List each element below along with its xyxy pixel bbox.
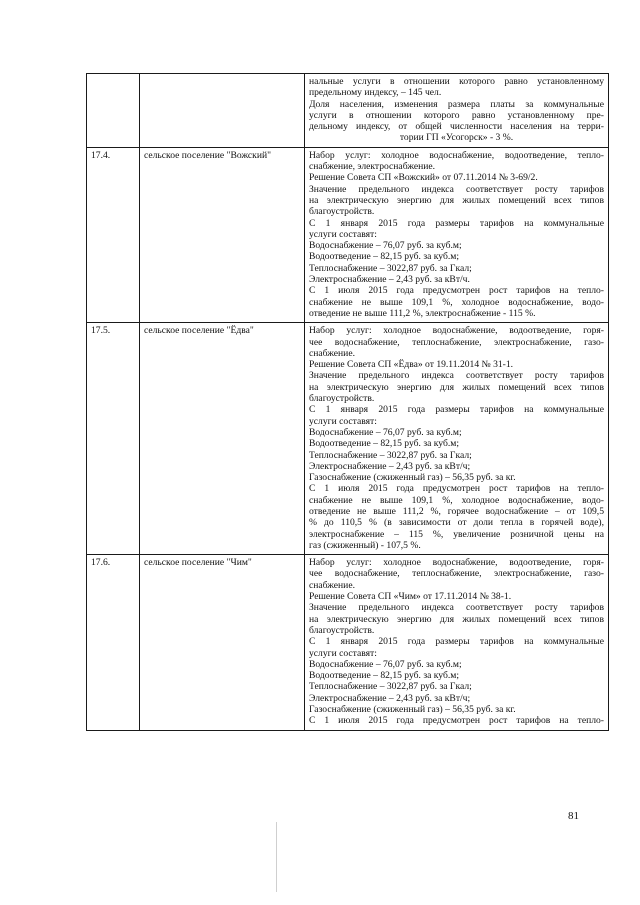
description-line: на электрическую энергию для жилых помещений всех типов [309,613,604,625]
description-line: снабжение. [309,579,355,591]
table-row [87,147,609,322]
settlement-name-cell: сельское поселение "Чим" [140,555,305,730]
description-line: Значение предельного индекса соответствует росту тарифов [309,602,604,614]
description-line: услуги в отношении которого равно установленному пре- [309,109,604,121]
description-line: предельному индексу, – 145 чел. [309,87,442,99]
table-row [87,555,609,730]
row-number-cell: 17.5. [87,323,140,555]
description-line: электроснабжение – 115 %, увеличение розничной цены на [309,528,604,540]
description-line: Значение предельного индекса соответствует росту тарифов [309,183,604,195]
description-line: отведение не выше 111,2 %, горячее водоснабжение – от 109,5 [309,505,604,517]
description-line: Водоснабжение – 76,07 руб. за куб.м; [309,426,462,438]
description-line: Водоснабжение – 76,07 руб. за куб.м; [309,240,462,252]
description-line: снабжение. [309,347,355,359]
description-line: С 1 января 2015 года размеры тарифов на коммунальные [309,636,604,648]
description-line: Доля населения, изменения размера платы за коммунальные [309,98,604,110]
description-line: услуги составят: [309,415,377,427]
scan-artifact-line [276,822,277,892]
description-line: Решение Совета СП «Вожский» от 07.11.2014 № 3-69/2. [309,172,538,184]
description-line: Набор услуг: холодное водоснабжение, водоотведение, горя- [309,325,604,337]
description-line: С 1 июля 2015 года предусмотрен рост тарифов на тепло- [309,715,604,727]
description-cell [305,555,609,730]
description-line: снабжение не выше 109,1 %, холодное водоснабжение, водо- [309,296,604,308]
description-line: Электроснабжение – 2,43 руб. за кВт/ч; [309,460,471,472]
description-line: газ (сжиженный) - 107,5 %. [309,539,421,551]
settlement-name-cell [140,74,305,148]
description-line: С 1 июля 2015 года предусмотрен рост тарифов на тепло- [309,483,604,495]
description-line: % до 110,5 % (в зависимости от доли тепла в горячей воде), [309,517,604,529]
description-line: дельному индексу, от общей численности населения на терри- [309,121,604,133]
description-line: Решение Совета СП «Чим» от 17.11.2014 № 38-1. [309,591,512,603]
description-line: благоустройств. [309,624,375,636]
description-line: услуги составят: [309,228,377,240]
description-line: снабжение, электроснабжение. [309,161,436,173]
description-line: Набор услуг: холодное водоснабжение, водоотведение, горя- [309,557,604,569]
description-line: Водоотведение – 82,15 руб. за куб.м; [309,670,459,682]
table-row [87,74,609,148]
description-line: тории ГП «Усогорск» - 3 %. [399,132,514,144]
description-cell [305,147,609,322]
description-line: Теплоснабжение – 3022,87 руб. за Гкал; [309,449,472,461]
settlement-name-cell: сельское поселение "Ёдва" [140,323,305,555]
description-line: С 1 июля 2015 года предусмотрен рост тарифов на тепло- [309,285,604,297]
description-line: снабжение не выше 109,1 %, холодное водоснабжение, водо- [309,494,604,506]
description-line: благоустройств. [309,206,375,218]
description-line: Водоотведение – 82,15 руб. за куб.м; [309,251,459,263]
tariff-table [86,73,609,731]
description-line: чее водоснабжение, теплоснабжение, электроснабжение, газо- [309,568,604,580]
row-number-cell [87,74,140,148]
description-line: Электроснабжение – 2,43 руб. за кВт/ч. [309,274,470,286]
page-number: 81 [568,810,579,822]
description-line: Теплоснабжение – 3022,87 руб. за Гкал; [309,681,472,693]
description-line: Значение предельного индекса соответствует росту тарифов [309,370,604,382]
table-row [87,323,609,555]
description-line: услуги составят: [309,647,377,659]
description-line: Водоснабжение – 76,07 руб. за куб.м; [309,658,462,670]
description-cell [305,74,609,148]
description-line: на электрическую энергию для жилых помещений всех типов [309,381,604,393]
description-line: отведение не выше 111,2 %, электроснабжение - 115 %. [309,307,536,319]
description-line: Газоснабжение (сжиженный газ) – 56,35 руб. за кг. [309,472,516,484]
settlement-name-cell: сельское поселение "Вожский" [140,147,305,322]
description-line: благоустройств. [309,393,375,405]
description-line: С 1 января 2015 года размеры тарифов на коммунальные [309,217,604,229]
row-number-cell: 17.6. [87,555,140,730]
description-line: Водоотведение – 82,15 руб. за куб.м; [309,438,459,450]
description-line: Теплоснабжение – 3022,87 руб. за Гкал; [309,262,472,274]
description-cell [305,323,609,555]
description-line: чее водоснабжение, теплоснабжение, электроснабжение, газо- [309,336,604,348]
description-line: Газоснабжение (сжиженный газ) – 56,35 руб. за кг. [309,704,516,716]
row-number-cell: 17.4. [87,147,140,322]
description-line: Электроснабжение – 2,43 руб. за кВт/ч; [309,692,471,704]
description-line: нальные услуги в отношении которого равно установленному [309,76,604,87]
description-line: Решение Совета СП «Ёдва» от 19.11.2014 № 31-1. [309,359,514,371]
description-line: С 1 января 2015 года размеры тарифов на коммунальные [309,404,604,416]
description-line: на электрическую энергию для жилых помещений всех типов [309,194,604,206]
description-line: Набор услуг: холодное водоснабжение, водоотведение, тепло- [309,149,604,161]
